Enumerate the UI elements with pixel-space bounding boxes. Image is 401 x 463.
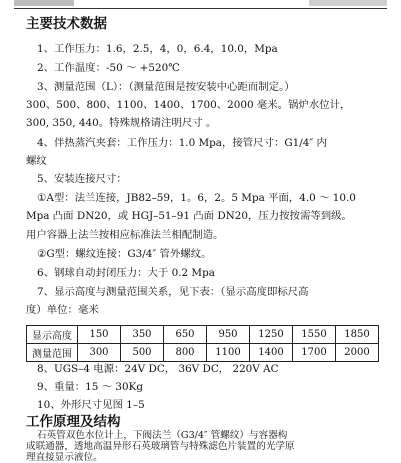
spec-line: 7、显示高度与测量范围关系，见下表：（显示高度即标尺高 xyxy=(37,286,309,298)
body-line: 理直接显示液位。 xyxy=(26,452,103,463)
height-range-table xyxy=(26,325,379,362)
spec-line: 用户容器上法兰按相应标准法兰相配制造。 xyxy=(26,229,224,241)
table-cell: 1550 xyxy=(293,326,336,344)
spec-line: 300、500、800、1100、1400、1700、2000 毫米。锅炉水位计， xyxy=(26,99,351,111)
table-row xyxy=(27,344,379,362)
spec-line: Mpa 凸面 DN20，或 HGJ–51–91 凸面 DN20，压力按按需等到级。 xyxy=(26,210,352,222)
table-cell: 150 xyxy=(78,326,121,344)
table-cell: 650 xyxy=(164,326,207,344)
table-cell: 950 xyxy=(207,326,250,344)
table-cell: 1400 xyxy=(250,344,293,362)
spec-line: 6、钢球自动封闭压力：大于 0.2 Mpa xyxy=(37,267,215,279)
table-cell: 300 xyxy=(78,344,121,362)
table-cell: 800 xyxy=(164,344,207,362)
body-line: 成联通器，透地高温异形石英玻璃管与特殊滤色片装置的光学原 xyxy=(26,441,295,452)
spec-line: 9、重量：15 ～ 30Kg xyxy=(37,381,144,393)
table-cell: 1700 xyxy=(293,344,336,362)
section-title-specs: 主要技术数据 xyxy=(26,16,107,32)
spec-line: 10、外形尺寸见图 1–5 xyxy=(37,399,145,411)
body-line: 石英管双色水位计上，下阀法兰（G3/4″ 管螺纹）与容器构 xyxy=(37,430,288,441)
table-cell: 350 xyxy=(121,326,164,344)
spec-line: 8、UGS–4 电源：24V DC， 36V DC， 220V AC xyxy=(37,363,279,375)
header-right-mark xyxy=(309,0,387,6)
spec-line: 2、工作温度：-50 ～ +520℃ xyxy=(37,62,180,74)
row-header: 显示高度 xyxy=(27,326,78,344)
header-left-mark xyxy=(14,0,74,6)
spec-line: ①A型：法兰连接，JB82–59，1。6，2。5 Mpa 平面，4.0 ～ 10.0 xyxy=(37,192,356,204)
row-header: 测量范围 xyxy=(27,344,78,362)
spec-line: 3、测量范围（L）：（测量范围是按安装中心距而制定。） xyxy=(37,81,295,93)
spec-line: 1、工作压力：1.6，2.5，4，0，6.4，10.0，Mpa xyxy=(37,43,278,55)
table-cell: 1250 xyxy=(250,326,293,344)
spec-line: 5、安装连接尺寸： xyxy=(37,173,127,185)
table-row xyxy=(27,326,379,344)
table-cell: 500 xyxy=(121,344,164,362)
spec-line: 300, 350, 440。特殊规格请注明尺寸 。 xyxy=(26,117,217,129)
table-cell: 2000 xyxy=(336,344,379,362)
spec-line: 4、伴热蒸汽夹套：工作压力：1.0 Mpa，接管尺寸：G1/4″ 内 xyxy=(37,137,327,149)
spec-line: 度）单位：毫米 xyxy=(26,304,99,316)
section-title-principle: 工作原理及结构 xyxy=(26,414,121,430)
spec-line: 螺纹 xyxy=(26,155,47,167)
table-cell: 1850 xyxy=(336,326,379,344)
table-cell: 1100 xyxy=(207,344,250,362)
page-header-rule xyxy=(14,0,387,9)
spec-line: ②G型：螺纹连接：G3/4″ 管外螺纹。 xyxy=(37,248,212,260)
